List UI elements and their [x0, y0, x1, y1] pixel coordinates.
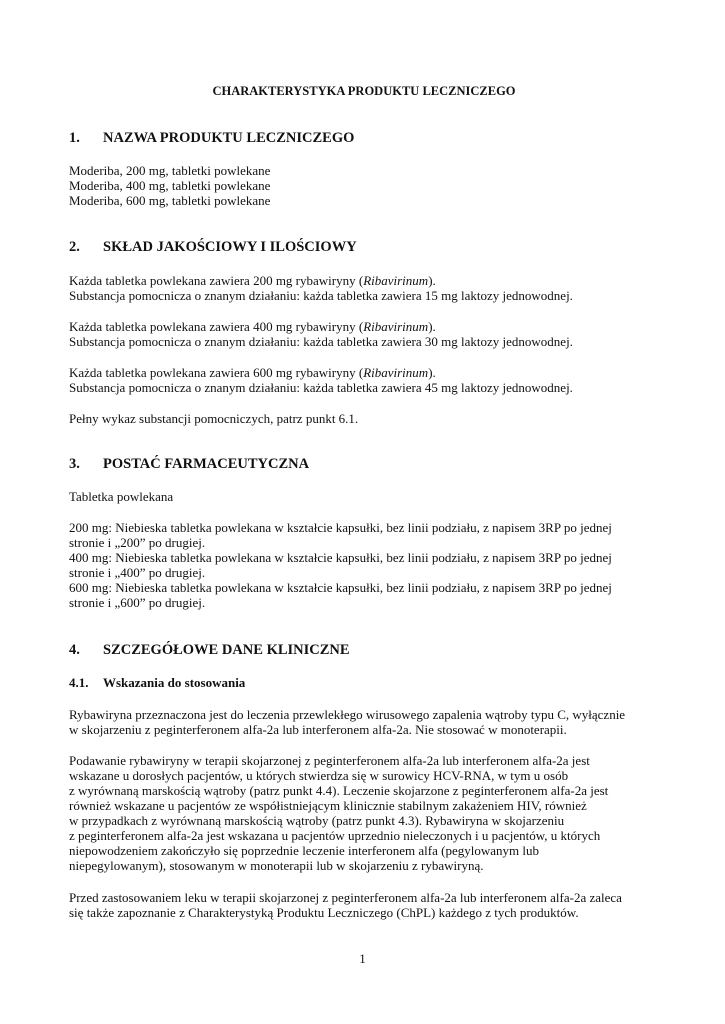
paragraph-line: się także zapoznanie z Charakterystyką Produktu Leczniczego (ChPL) każdego z tych produktów. — [69, 905, 579, 920]
document-title: CHARAKTERYSTYKA PRODUKTU LECZNICZEGO — [212, 84, 516, 98]
composition-paragraph-200 — [69, 273, 659, 303]
paragraph-line: wskazane u dorosłych pacjentów, u których stwierdza się w surowicy HCV-RNA, w tym u osób — [69, 768, 569, 783]
composition-text: Każda tabletka powlekana zawiera 600 mg rybawiryny ( — [69, 365, 364, 380]
paragraph-line: w skojarzeniu z peginterferonem alfa-2a lub interferonem alfa-2a. Nie stosować w monoterapii. — [69, 722, 567, 737]
section-1-body — [69, 163, 659, 208]
tablet-description-line: stronie i „200” po drugiej. — [69, 535, 206, 550]
section-4-title: SZCZEGÓŁOWE DANE KLINICZNE — [103, 642, 350, 658]
paragraph-line: niepegylowanym), stosowanym w monoterapii lub w skojarzeniu z rybawiryną. — [69, 858, 484, 873]
excipients-reference — [69, 411, 659, 426]
composition-paragraph-400 — [69, 319, 659, 349]
product-name-line: Moderiba, 200 mg, tabletki powlekane — [69, 163, 271, 178]
excipient-line: Substancja pomocnicza o znanym działaniu: każda tabletka zawiera 15 mg laktozy jednowodnej. — [69, 288, 573, 303]
latin-name: Ribavirinum — [363, 273, 429, 288]
tablet-description-line: stronie i „600” po drugiej. — [69, 595, 206, 610]
tablet-description-line: 200 mg: Niebieska tabletka powlekana w kształcie kapsułki, bez linii podziału, z napisem 3RP po jednej — [69, 520, 612, 535]
paragraph-line: z wyrównaną marskością wątroby (patrz punkt 4.4). Leczenie skojarzone z peginterferonem alfa-2a jest — [69, 783, 609, 798]
pharmaceutical-form — [69, 489, 659, 504]
composition-line — [69, 319, 659, 334]
paragraph-line: również wskazane u pacjentów ze współistniejącym klinicznie stabilnym zakażeniem HIV, również — [69, 798, 587, 813]
paragraph-line: w przypadkach z wyrównaną marskością wątroby (patrz punkt 4.3). Rybawiryna w skojarzeniu — [69, 813, 565, 828]
tablet-description-line: 400 mg: Niebieska tabletka powlekana w kształcie kapsułki, bez linii podziału, z napisem 3RP po jednej — [69, 550, 612, 565]
section-3-number: 3. — [69, 456, 80, 472]
latin-name: Ribavirinum — [363, 319, 429, 334]
section-4-heading — [69, 642, 350, 659]
excipient-line: Substancja pomocnicza o znanym działaniu: każda tabletka zawiera 30 mg laktozy jednowodnej. — [69, 334, 573, 349]
section-4-number: 4. — [69, 642, 80, 658]
section-1-heading — [69, 130, 354, 147]
indications-paragraph-3 — [69, 890, 659, 920]
paragraph-line: niepowodzeniem zakończyło się poprzednie leczenie interferonem alfa (pegylowanym lub — [69, 843, 539, 858]
latin-name: Ribavirinum — [363, 365, 429, 380]
section-3-title: POSTAĆ FARMACEUTYCZNA — [103, 456, 310, 472]
tablet-description-line: stronie i „400” po drugiej. — [69, 565, 206, 580]
page-number: 1 — [359, 951, 366, 966]
product-name-line: Moderiba, 600 mg, tabletki powlekane — [69, 193, 271, 208]
tablet-description — [69, 520, 659, 610]
section-1-number: 1. — [69, 130, 80, 146]
composition-text: Każda tabletka powlekana zawiera 400 mg rybawiryny ( — [69, 319, 364, 334]
section-2-heading — [69, 239, 357, 256]
composition-text: ). — [428, 273, 436, 288]
paragraph-line: Podawanie rybawiryny w terapii skojarzonej z peginterferonem alfa-2a lub interferonem alfa-2a jest — [69, 753, 590, 768]
paragraph-line: Przed zastosowaniem leku w terapii skojarzonej z peginterferonem alfa-2a lub interferonem alfa-2a zaleca — [69, 890, 622, 905]
composition-line — [69, 365, 659, 380]
subsection-4-1-heading — [69, 675, 245, 690]
excipients-reference-text: Pełny wykaz substancji pomocniczych, patrz punkt 6.1. — [69, 411, 359, 426]
paragraph-line: Rybawiryna przeznaczona jest do leczenia przewlekłego wirusowego zapalenia wątroby typu C, wyłącznie — [69, 707, 626, 722]
section-3-heading — [69, 456, 309, 473]
paragraph-line: z peginterferonem alfa-2a jest wskazana u pacjentów uprzednio nieleczonych i u pacjentów, u których — [69, 828, 601, 843]
composition-text: ). — [428, 319, 436, 334]
composition-text: ). — [428, 365, 436, 380]
composition-paragraph-600 — [69, 365, 659, 395]
subsection-4-1-number: 4.1. — [69, 675, 89, 690]
indications-paragraph-2 — [69, 753, 659, 873]
tablet-description-line: 600 mg: Niebieska tabletka powlekana w kształcie kapsułki, bez linii podziału, z napisem 3RP po jednej — [69, 580, 612, 595]
section-1-title: NAZWA PRODUKTU LECZNICZEGO — [103, 130, 355, 146]
subsection-4-1-title: Wskazania do stosowania — [103, 675, 246, 690]
composition-line — [69, 273, 659, 288]
section-2-number: 2. — [69, 239, 80, 255]
composition-text: Każda tabletka powlekana zawiera 200 mg rybawiryny ( — [69, 273, 364, 288]
product-name-line: Moderiba, 400 mg, tabletki powlekane — [69, 178, 271, 193]
excipient-line: Substancja pomocnicza o znanym działaniu: każda tabletka zawiera 45 mg laktozy jednowodnej. — [69, 380, 573, 395]
section-2-title: SKŁAD JAKOŚCIOWY I ILOŚCIOWY — [103, 239, 357, 255]
indications-paragraph-1 — [69, 707, 659, 737]
pharmaceutical-form-text: Tabletka powlekana — [69, 489, 174, 504]
